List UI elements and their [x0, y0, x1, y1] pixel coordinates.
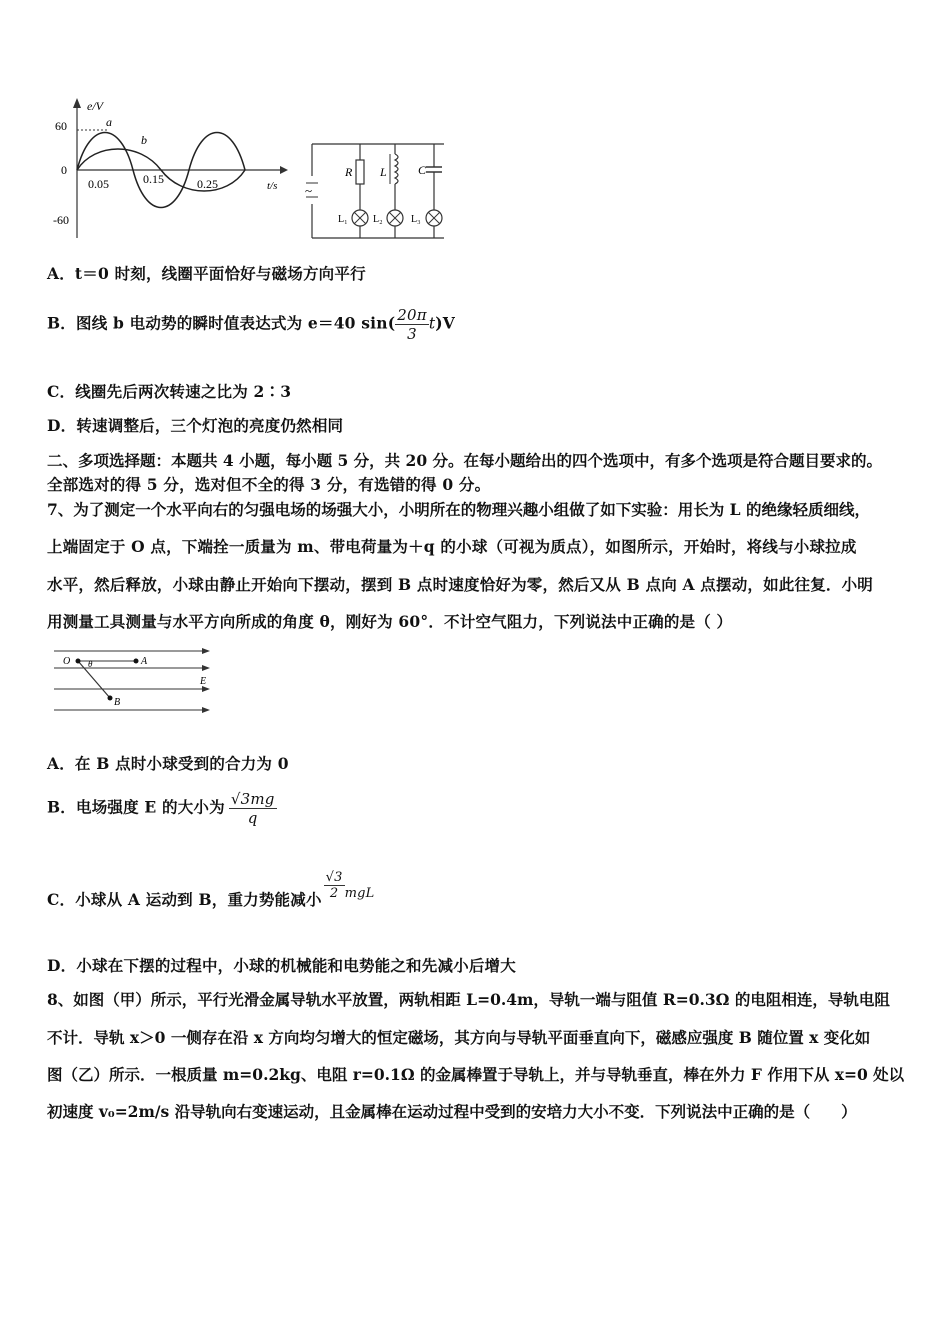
q7-option-c-suffix: mgL	[344, 886, 375, 901]
q6-option-b-fraction	[395, 306, 429, 343]
q6-option-b-var: t	[428, 314, 436, 333]
q7-b-frac-num: √3mg	[230, 790, 275, 808]
q6-option-b-suffix: )V	[435, 313, 456, 333]
q6-option-a: A．t＝0 时刻，线圈平面恰好与磁场方向平行	[47, 264, 366, 283]
y-tick-neg60: -60	[53, 213, 69, 227]
q7-option-b-fraction	[229, 790, 277, 827]
q8-stem-line3: 图（乙）所示．一根质量 m=0.2kg、电阻 r=0.1Ω 的金属棒置于导轨上，并与导轨垂直，棒在外力 F 作用下从 x=0 处以	[47, 1065, 905, 1084]
q7-option-a: A．在 B 点时小球受到的合力为 0	[47, 754, 289, 773]
emf-time-graph	[45, 92, 290, 242]
pendulum-field-diagram	[50, 643, 215, 718]
x-axis-label: t/s	[267, 180, 278, 192]
label-R: R	[345, 165, 353, 179]
x-tick-015: 0.15	[143, 172, 164, 186]
lamp-label-2: L₂	[373, 214, 383, 225]
label-theta: θ	[88, 659, 93, 669]
y-tick-60: 60	[55, 119, 67, 133]
q7-stem-line1: 7、为了测定一个水平向右的匀强电场的场强大小，小明所在的物理兴趣小组做了如下实验：用长为 L 的绝缘轻质细线，	[47, 500, 870, 519]
label-L: L	[380, 165, 387, 179]
q7-stem-line2: 上端固定于 O 点，下端拴一质量为 m、带电荷量为＋q 的小球（可视为质点），如图所示，开始时，将线与小球拉成	[47, 537, 857, 556]
label-B: B	[114, 697, 121, 708]
lamp-2	[387, 210, 403, 226]
y-tick-0: 0	[61, 163, 67, 177]
q8-stem-line4: 初速度 v₀=2m/s 沿导轨向右变速运动，且金属棒在运动过程中受到的安培力大小不变．下列说法中正确的是（ ）	[47, 1102, 857, 1121]
circuit-diagram	[300, 140, 450, 242]
label-A: A	[141, 656, 148, 667]
q6-option-b	[47, 306, 455, 343]
q6-option-c: C．线圈先后两次转速之比为 2∶3	[47, 382, 292, 401]
resistor-R	[356, 160, 364, 184]
q7-c-frac-num: √3	[325, 870, 343, 885]
curve-label-b: b	[141, 133, 147, 147]
q7-option-c	[47, 870, 375, 910]
section2-scoring: 全部选对的得 5 分，选对但不全的得 3 分，有选错的得 0 分。	[47, 475, 491, 494]
q7-stem-line3: 水平，然后释放，小球由静止开始向下摆动，摆到 B 点时速度恰好为零，然后又从 B 点向 A 点摆动，如此往复．小明	[47, 575, 874, 594]
point-O	[76, 659, 81, 664]
point-B	[108, 696, 113, 701]
q6-b-frac-num: 20π	[397, 306, 427, 324]
lamp-1	[352, 210, 368, 226]
label-O: O	[63, 656, 71, 667]
q8-stem-line2: 不计．导轨 x＞0 一侧存在沿 x 方向均匀增大的恒定磁场，其方向与导轨平面垂直向下，磁感应强度 B 随位置 x 变化如	[47, 1028, 871, 1047]
curve-label-a: a	[106, 115, 112, 129]
lamp-label-1: L₁	[338, 214, 348, 225]
q6-b-frac-den: 3	[407, 325, 417, 343]
q7-option-b	[47, 790, 277, 827]
lamp-label-3: L₃	[411, 214, 421, 225]
x-tick-025: 0.25	[197, 177, 218, 191]
q7-c-frac-den: 2	[329, 886, 339, 901]
q7-option-d: D．小球在下摆的过程中，小球的机械能和电势能之和先减小后增大	[47, 956, 516, 975]
q6-option-d: D．转速调整后，三个灯泡的亮度仍然相同	[47, 416, 344, 435]
inductor-L	[395, 154, 398, 184]
point-A	[134, 659, 139, 664]
q7-stem-line4: 用测量工具测量与水平方向所成的角度 θ，刚好为 60°．不计空气阻力，下列说法中正确的是（ ）	[47, 612, 733, 631]
q7-option-b-prefix: B．电场强度 E 的大小为	[47, 797, 225, 817]
x-tick-005: 0.05	[88, 177, 109, 191]
ac-source-symbol: ~	[305, 183, 313, 198]
q6-option-b-prefix: B．图线 b 电动势的瞬时值表达式为 e＝40 sin(	[47, 313, 396, 333]
y-axis-label: e/V	[87, 99, 103, 113]
section2-heading: 二、多项选择题：本题共 4 小题，每小题 5 分，共 20 分。在每小题给出的四个选项中，有多个选项是符合题目要求的。	[47, 451, 883, 470]
label-E: E	[200, 676, 207, 687]
q8-stem-line1: 8、如图（甲）所示，平行光滑金属导轨水平放置，两轨相距 L=0.4m，导轨一端与阻值 R=0.3Ω 的电阻相连，导轨电阻	[47, 990, 890, 1009]
q7-b-frac-den: q	[247, 809, 258, 827]
label-C: C	[418, 163, 427, 177]
lamp-3	[426, 210, 442, 226]
q7-option-c-prefix: C．小球从 A 运动到 B，重力势能减小	[47, 890, 322, 909]
q7-option-c-fraction	[324, 870, 345, 901]
